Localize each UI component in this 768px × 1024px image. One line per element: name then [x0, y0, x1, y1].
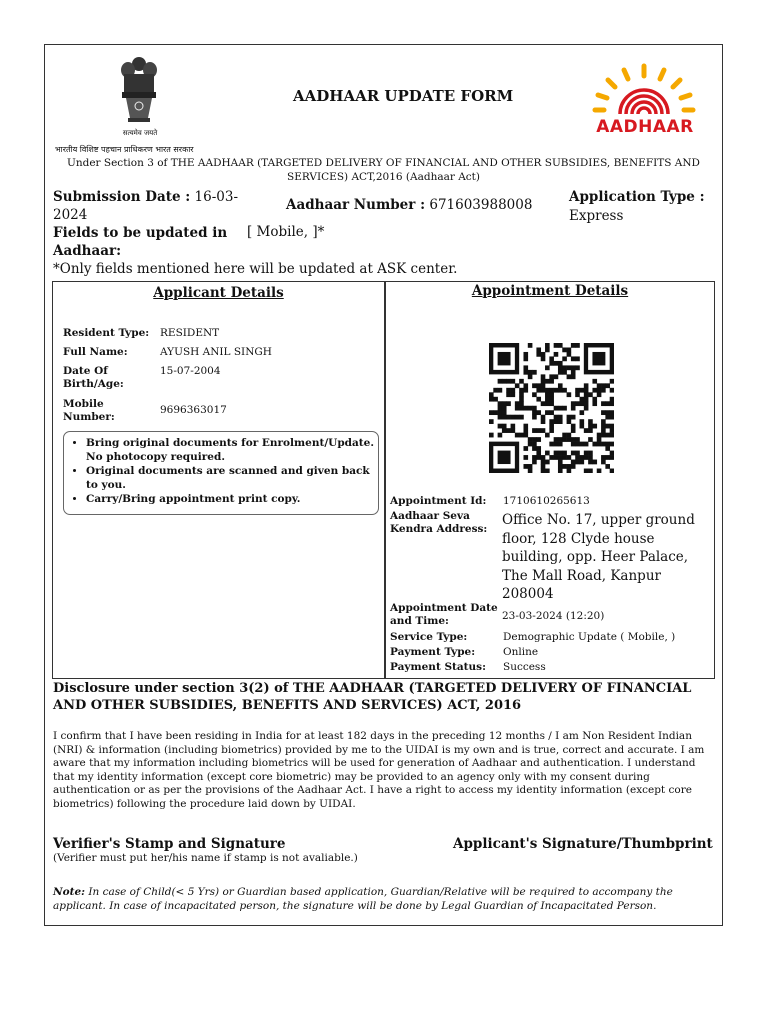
ask-address-value: Office No. 17, upper ground floor, 128 Clyde house building, opp. Heer Palace, The Mall Road, Kanpur 208004 — [502, 512, 695, 602]
disclosure-heading-line-1: Disclosure under section 3(2) of THE AADHAAR (TARGETED DELIVERY OF FINANCIAL — [53, 681, 692, 696]
ask-address-label — [390, 510, 487, 536]
ask-label-line-2: Kendra Address: — [390, 523, 488, 535]
authority-hindi: भारतीय विशिष्ट पहचान प्राधिकरण भारत सरकार — [55, 145, 194, 154]
verifier-note: (Verifier must put her/his name if stamp is not avaliable.) — [53, 852, 358, 864]
disclosure-body: I confirm that I have been residing in India for at least 182 days in the preceding 12 months / I am Non Resident Indian (NRI) & information (including biometrics) provided by me to the UIDAI is my own and is true, correct and accurate. I am aware that my information including biometrics will be used for generation of Aadhaar and authentication. I understand that my identity information (except core biometric) may be provided to an agency only with my consent during authentication or as per the provisions of the Aadhaar Act. I have a right to access my identity information (except core biometrics) following the procedure laid down by UIDAI. — [53, 730, 705, 810]
fields-label-line-2: Aadhaar: — [53, 243, 122, 259]
instruction-item: • Carry/Bring appointment print copy. — [86, 492, 378, 506]
verifier-heading: Verifier's Stamp and Signature — [53, 836, 286, 852]
full-name-value: AYUSH ANIL SINGH — [160, 346, 272, 358]
disclosure-heading — [53, 680, 691, 714]
aadhaar-number-label: Aadhaar Number : — [286, 197, 426, 213]
submission-date-label: Submission Date : — [53, 189, 191, 205]
footer-note-label: Note: — [53, 886, 86, 898]
act-line-1: Under Section 3 of THE AADHAAR (TARGETED DELIVERY OF FINANCIAL AND OTHER SUBSIDIES, BENEFITS AND — [67, 157, 700, 169]
applicant-details-heading: Applicant Details — [153, 285, 284, 301]
application-type-label: Application Type : — [569, 189, 705, 205]
appointment-id-value: 1710610265613 — [503, 495, 590, 507]
footer-note-text: In case of Child(< 5 Yrs) or Guardian based application, Guardian/Relative will be required to accompany the applicant. In case of incapacitated person, the signature will be done by Legal Guardian of Incapacitated Person. — [53, 886, 673, 912]
qr-code-icon — [489, 343, 614, 473]
dob-value: 15-07-2004 — [160, 365, 221, 377]
emblem-motto: सत्यमेव जयते — [122, 129, 158, 137]
instruction-item: • Bring original documents for Enrolment/Update. No photocopy required. — [86, 436, 378, 464]
applicant-signature-heading: Applicant's Signature/Thumbprint — [453, 836, 713, 852]
act-line-2: SERVICES) ACT,2016 (Aadhaar Act) — [287, 171, 480, 183]
dob-label — [63, 365, 124, 391]
dob-label-line-1: Date Of — [63, 365, 108, 377]
payment-type-label: Payment Type: — [390, 646, 476, 658]
mobile-label — [63, 398, 115, 424]
disclosure-heading-line-2: AND OTHER SUBSIDIES, BENEFITS AND SERVICES) ACT, 2016 — [53, 698, 522, 713]
appointment-datetime-value: 23-03-2024 (12:20) — [502, 610, 605, 622]
dob-label-line-2: Birth/Age: — [63, 378, 124, 390]
appointment-id-label: Appointment Id: — [390, 495, 487, 507]
resident-type-label: Resident Type: — [63, 327, 150, 339]
datetime-label-line-1: Appointment Date — [390, 602, 498, 614]
appointment-datetime-label — [390, 602, 498, 628]
fields-label-line-1: Fields to be updated in — [53, 225, 228, 241]
service-type-value: Demographic Update ( Mobile, ) — [503, 631, 676, 643]
aadhaar-number — [286, 197, 532, 213]
instructions-list — [64, 436, 378, 506]
aadhaar-number-value: 671603988008 — [429, 197, 533, 213]
appointment-details-heading: Appointment Details — [471, 283, 629, 299]
mobile-value: 9696363017 — [160, 404, 227, 416]
submission-date-value-1: 16-03- — [194, 189, 239, 205]
national-emblem-icon — [118, 54, 160, 130]
payment-status-label: Payment Status: — [390, 661, 486, 673]
form-title: AADHAAR UPDATE FORM — [293, 87, 514, 105]
footer-note — [53, 885, 717, 913]
service-type-label: Service Type: — [390, 631, 468, 643]
instruction-item: • Original documents are scanned and given back to you. — [86, 464, 378, 492]
datetime-label-line-2: and Time: — [390, 615, 449, 627]
fields-note: *Only fields mentioned here will be updated at ASK center. — [53, 261, 458, 277]
fields-to-update-label — [53, 224, 227, 260]
ask-label-line-1: Aadhaar Seva — [390, 510, 470, 522]
resident-type-value: RESIDENT — [160, 327, 220, 339]
submission-date — [53, 188, 238, 224]
application-type-value: Express — [569, 208, 624, 224]
mobile-label-line-2: Number: — [63, 411, 115, 423]
payment-type-value: Online — [503, 646, 539, 658]
payment-status-value: Success — [503, 661, 546, 673]
instructions-box — [63, 431, 379, 515]
submission-date-value-2: 2024 — [53, 207, 88, 223]
aadhaar-logo-text: AADHAAR — [596, 117, 694, 137]
full-name-label: Full Name: — [63, 346, 128, 358]
mobile-label-line-1: Mobile — [63, 398, 104, 410]
application-type — [569, 188, 705, 226]
fields-to-update-value: [ Mobile, ]* — [247, 224, 325, 240]
